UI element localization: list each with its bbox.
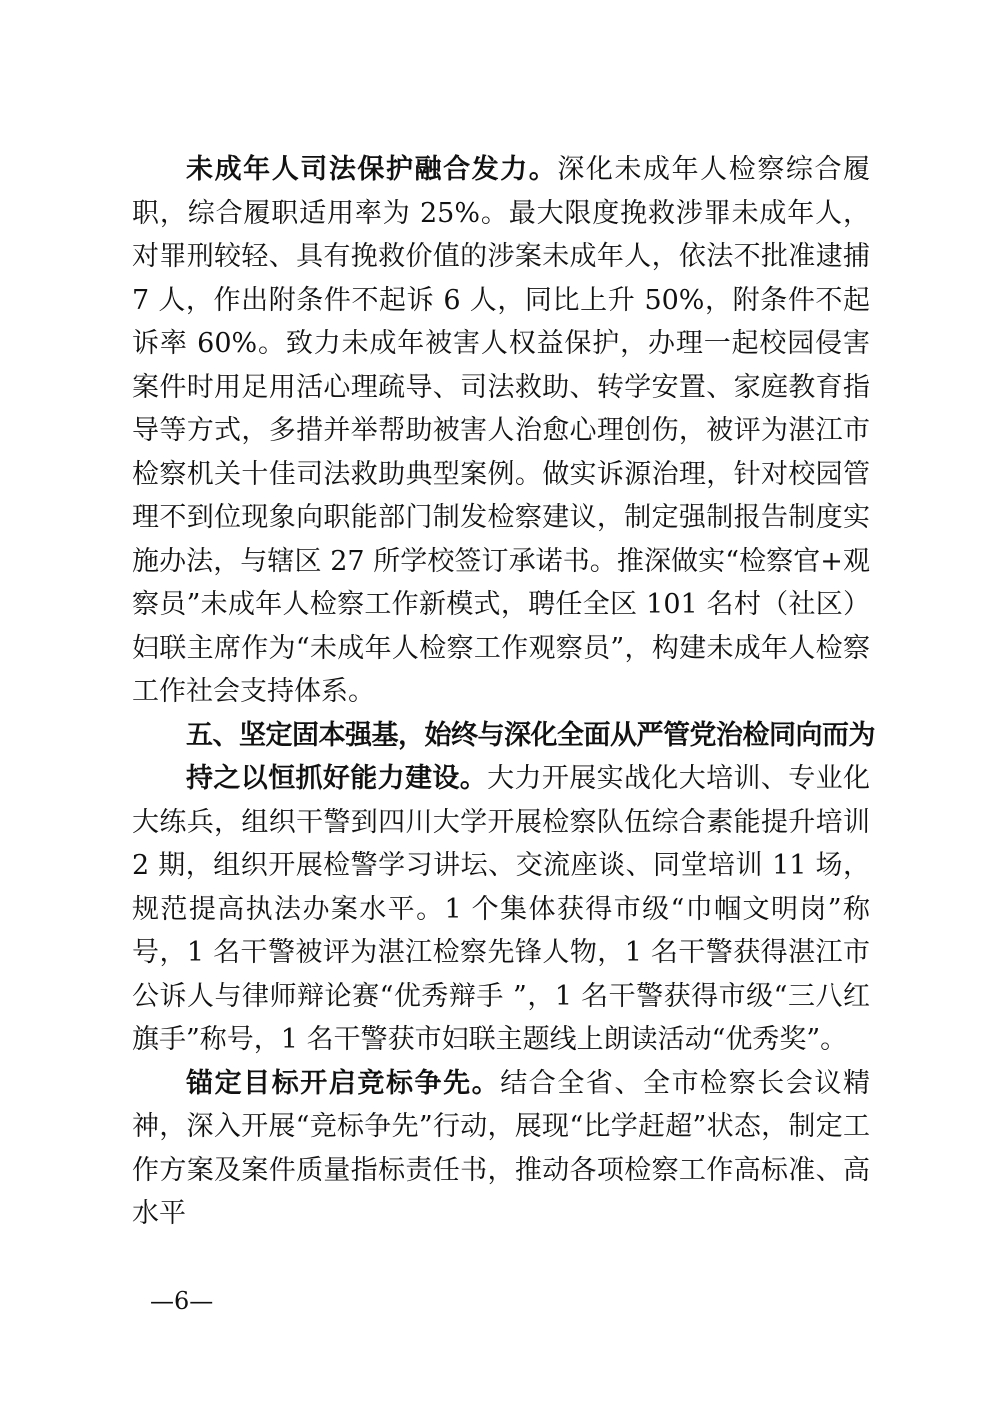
document-body — [132, 148, 875, 1236]
paragraph-capacity-building — [132, 757, 870, 1062]
paragraph-juvenile-protection — [132, 148, 870, 714]
paragraph-text: 深化未成年人检察综合履职，综合履职适用率为 25%。最大限度挽救涉罪未成年人，对罪刑较轻、具有挽救价值的涉案未成年人，依法不批准逮捕 7 人，作出附条件不起诉 6 人，同比上升 50%，附条件不起诉率 60%。致力未成年被害人权益保护，办理一起校园侵害案件时用足用活心理疏导、司法救助、转学安置、家庭教育指导等方式，多措并举帮助被害人治愈心理创伤，被评为湛江市检察机关十佳司法救助典型案例。做实诉源治理，针对校园管理不到位现象向职能部门制发检察建议，制定强制报告制度实施办法，与辖区 27 所学校签订承诺书。推深做实“检察官+观察员”未成年人检察工作新模式，聘任全区 101 名村（社区）妇联主席作为“未成年人检察工作观察员”，构建未成年人检察工作社会支持体系。 — [132, 154, 871, 707]
paragraph-text: 结合全省、全市检察长会议精神，深入开展“竞标争先”行动，展现“比学赶超”状态，制定工作方案及案件质量指标责任书，推动各项检察工作高标准、高水平 — [132, 1067, 871, 1229]
section-heading: 五、坚定固本强基，始终与深化全面从严管党治检同向而为 — [186, 719, 875, 751]
paragraph-lead: 未成年人司法保护融合发力。 — [186, 154, 558, 185]
page-number: —6— — [150, 1287, 214, 1315]
paragraph-lead: 持之以恒抓好能力建设。 — [186, 763, 488, 794]
paragraph-competition — [132, 1062, 870, 1236]
paragraph-text: 大力开展实战化大培训、专业化大练兵，组织干警到四川大学开展检察队伍综合素能提升培训 2 期，组织开展检警学习讲坛、交流座谈、同堂培训 11 场，规范提高执法办案水平。1 个集体获得市级“巾帼文明岗”称号，1 名干警被评为湛江检察先锋人物，1 名干警获得湛江市公诉人与律师辩论赛“优秀辩手 ”，1 名干警获得市级“三八红旗手”称号，1 名干警获市妇联主题线上朗读活动“优秀奖”。 — [132, 763, 870, 1055]
paragraph-lead: 锚定目标开启竞标争先。 — [186, 1067, 501, 1099]
